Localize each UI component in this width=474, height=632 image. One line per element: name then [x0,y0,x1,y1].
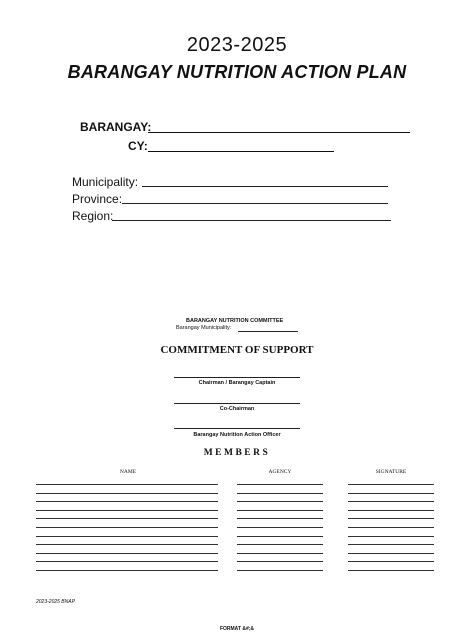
province-field-line[interactable] [122,203,388,204]
barangay-label: BARANGAY: [80,120,152,134]
member-name-line[interactable] [36,561,218,562]
member-agency-line[interactable] [237,527,323,528]
member-agency-line[interactable] [237,553,323,554]
footer-doc-code: 2023-2025 BNAP [36,599,75,605]
cy-field-line[interactable] [148,151,334,152]
municipality-field-line[interactable] [142,186,388,187]
member-name-line[interactable] [36,544,218,545]
member-signature-line[interactable] [348,518,434,519]
committee-name: BARANGAY NUTRITION COMMITTEE [186,318,284,324]
column-header-name: NAME [119,469,137,475]
member-signature-line[interactable] [348,536,434,537]
signatory-cochairman: Co-Chairman [219,406,255,412]
signature-line-chairman[interactable] [174,377,300,378]
member-name-line[interactable] [36,510,218,511]
member-name-line[interactable] [36,570,218,571]
member-signature-line[interactable] [348,561,434,562]
member-name-line[interactable] [36,536,218,537]
committee-municipality-label: Barangay Municipality: [176,325,232,331]
member-signature-line[interactable] [348,501,434,502]
member-name-line[interactable] [36,553,218,554]
signature-line-bnao[interactable] [174,428,300,429]
committee-municipality-line[interactable] [238,331,298,332]
province-label: Province: [72,192,123,206]
signature-line-cochairman[interactable] [174,403,300,404]
member-agency-line[interactable] [237,501,323,502]
signatory-chairman: Chairman / Barangay Captain [198,380,276,386]
member-agency-line[interactable] [237,484,323,485]
column-header-signature: SIGNATURE [375,469,407,475]
member-signature-line[interactable] [348,527,434,528]
member-agency-line[interactable] [237,493,323,494]
cy-label: CY: [128,139,148,153]
barangay-field-line[interactable] [148,132,410,133]
member-agency-line[interactable] [237,536,323,537]
municipality-label: Municipality: [72,175,139,189]
footer-format-label: FORMAT &#;& [219,626,255,632]
member-signature-line[interactable] [348,484,434,485]
column-header-agency: AGENCY [268,469,292,475]
member-signature-line[interactable] [348,510,434,511]
member-signature-line[interactable] [348,570,434,571]
region-field-line[interactable] [112,220,391,221]
document-title: BARANGAY NUTRITION ACTION PLAN [67,62,407,82]
plan-years: 2023-2025 [186,34,288,56]
member-agency-line[interactable] [237,544,323,545]
member-signature-line[interactable] [348,493,434,494]
member-agency-line[interactable] [237,570,323,571]
commitment-title: COMMITMENT OF SUPPORT [160,344,314,356]
member-signature-line[interactable] [348,553,434,554]
member-signature-line[interactable] [348,544,434,545]
member-agency-line[interactable] [237,518,323,519]
signatory-bnao: Barangay Nutrition Action Officer [193,432,281,438]
members-title: MEMBERS [203,448,271,458]
member-name-line[interactable] [36,527,218,528]
member-name-line[interactable] [36,518,218,519]
member-agency-line[interactable] [237,510,323,511]
region-label: Region: [72,209,114,223]
member-name-line[interactable] [36,493,218,494]
member-agency-line[interactable] [237,561,323,562]
member-name-line[interactable] [36,501,218,502]
member-name-line[interactable] [36,484,218,485]
